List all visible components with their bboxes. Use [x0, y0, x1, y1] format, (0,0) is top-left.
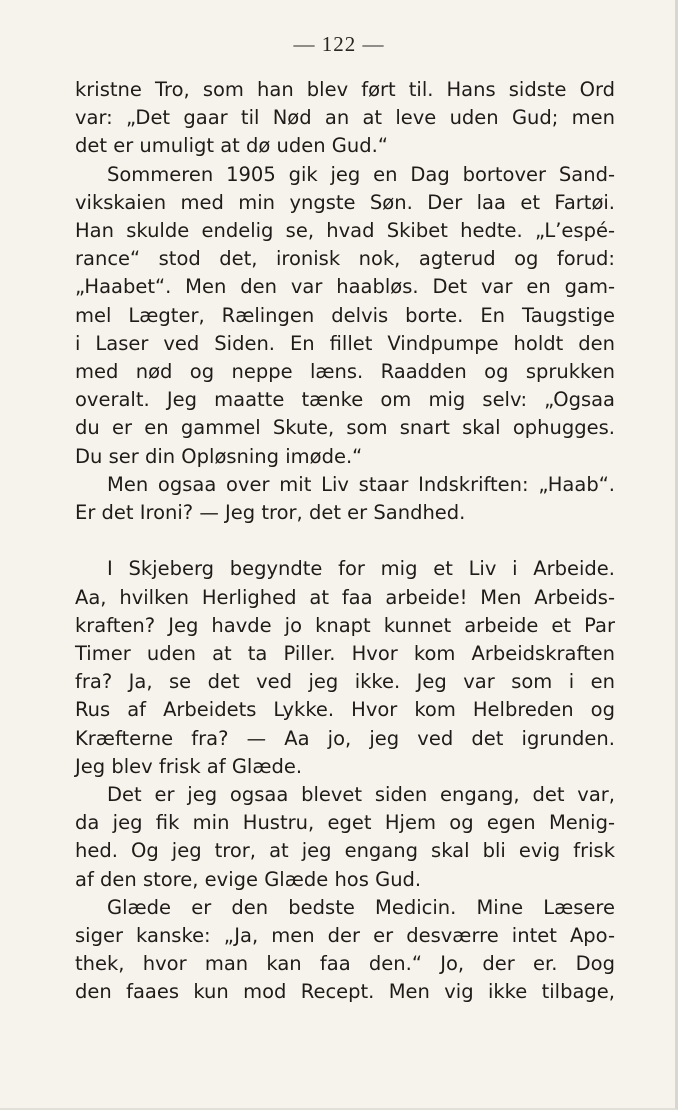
text-line: Aa, hvilken Herlighed at faa arbeide! Men Arbeids- — [75, 585, 615, 609]
text-line: kraften? Jeg havde jo knapt kunnet arbeide et Par — [75, 613, 615, 637]
text-line: Men ogsaa over mit Liv staar Indskriften: „Haab“. — [107, 472, 615, 496]
text-line: Rus af Arbeidets Lykke. Hvor kom Helbreden og — [75, 698, 615, 722]
text-line: Han skulde endelig se, hvad Skibet hedte. „L’espé- — [75, 219, 615, 243]
text-line: du er en gammel Skute, som snart skal ophugges. — [75, 416, 615, 440]
page-text — [75, 76, 615, 1007]
text-line: vikskaien med min yngste Søn. Der laa et Fartøi. — [75, 190, 615, 214]
text-line: overalt. Jeg maatte tænke om mig selv: „Ogsaa — [75, 388, 615, 412]
text-line: „Haabet“. Men den var haabløs. Det var en gam- — [75, 275, 615, 299]
text-line: den faaes kun mod Recept. Men vig ikke tilbage, — [75, 980, 615, 1004]
text-line: Det er jeg ogsaa blevet siden engang, det var, — [107, 783, 615, 807]
paragraph-gap — [75, 527, 615, 555]
text-line: Kræfterne fra? — Aa jo, jeg ved det igrunden. — [75, 726, 615, 750]
text-line: fra? Ja, se det ved jeg ikke. Jeg var som i en — [75, 670, 615, 694]
text-line: mel Lægter, Rælingen delvis borte. En Taugstige — [75, 303, 615, 327]
text-line: da jeg fik min Hustru, eget Hjem og egen Menig- — [75, 811, 615, 835]
text-line: I Skjeberg begyndte for mig et Liv i Arbeide. — [107, 557, 615, 581]
text-line: Jeg blev frisk af Glæde. — [75, 754, 303, 778]
text-line: thek, hvor man kan faa den.“ Jo, der er. Dog — [75, 952, 615, 976]
text-line: var: „Det gaar til Nød an at leve uden Gud; men — [75, 106, 615, 130]
text-line: det er umuligt at dø uden Gud.“ — [75, 134, 388, 158]
text-line: kristne Tro, som han blev ført til. Hans sidste Ord — [75, 78, 615, 101]
text-line: i Laser ved Siden. En fillet Vindpumpe holdt den — [75, 331, 615, 355]
text-line: Glæde er den bedste Medicin. Mine Læsere — [107, 895, 615, 919]
text-line: af den store, evige Glæde hos Gud. — [75, 867, 422, 891]
text-line: Du ser din Opløsning imøde.“ — [75, 444, 363, 468]
text-line: rance“ stod det, ironisk nok, agterud og forud: — [75, 247, 615, 271]
text-line: Er det Ironi? — Jeg tror, det er Sandhed. — [75, 501, 466, 525]
text-line: Sommeren 1905 gik jeg en Dag bortover Sand- — [107, 162, 615, 186]
text-line: Timer uden at ta Piller. Hvor kom Arbeidskraften — [75, 642, 615, 666]
text-line: hed. Og jeg tror, at jeg engang skal bli evig frisk — [75, 839, 615, 863]
text-line: med nød og neppe læns. Raadden og sprukken — [75, 360, 615, 384]
text-line: siger kanske: „Ja, men der er desværre intet Apo- — [75, 924, 615, 948]
page-number: — 122 — — [293, 32, 385, 56]
